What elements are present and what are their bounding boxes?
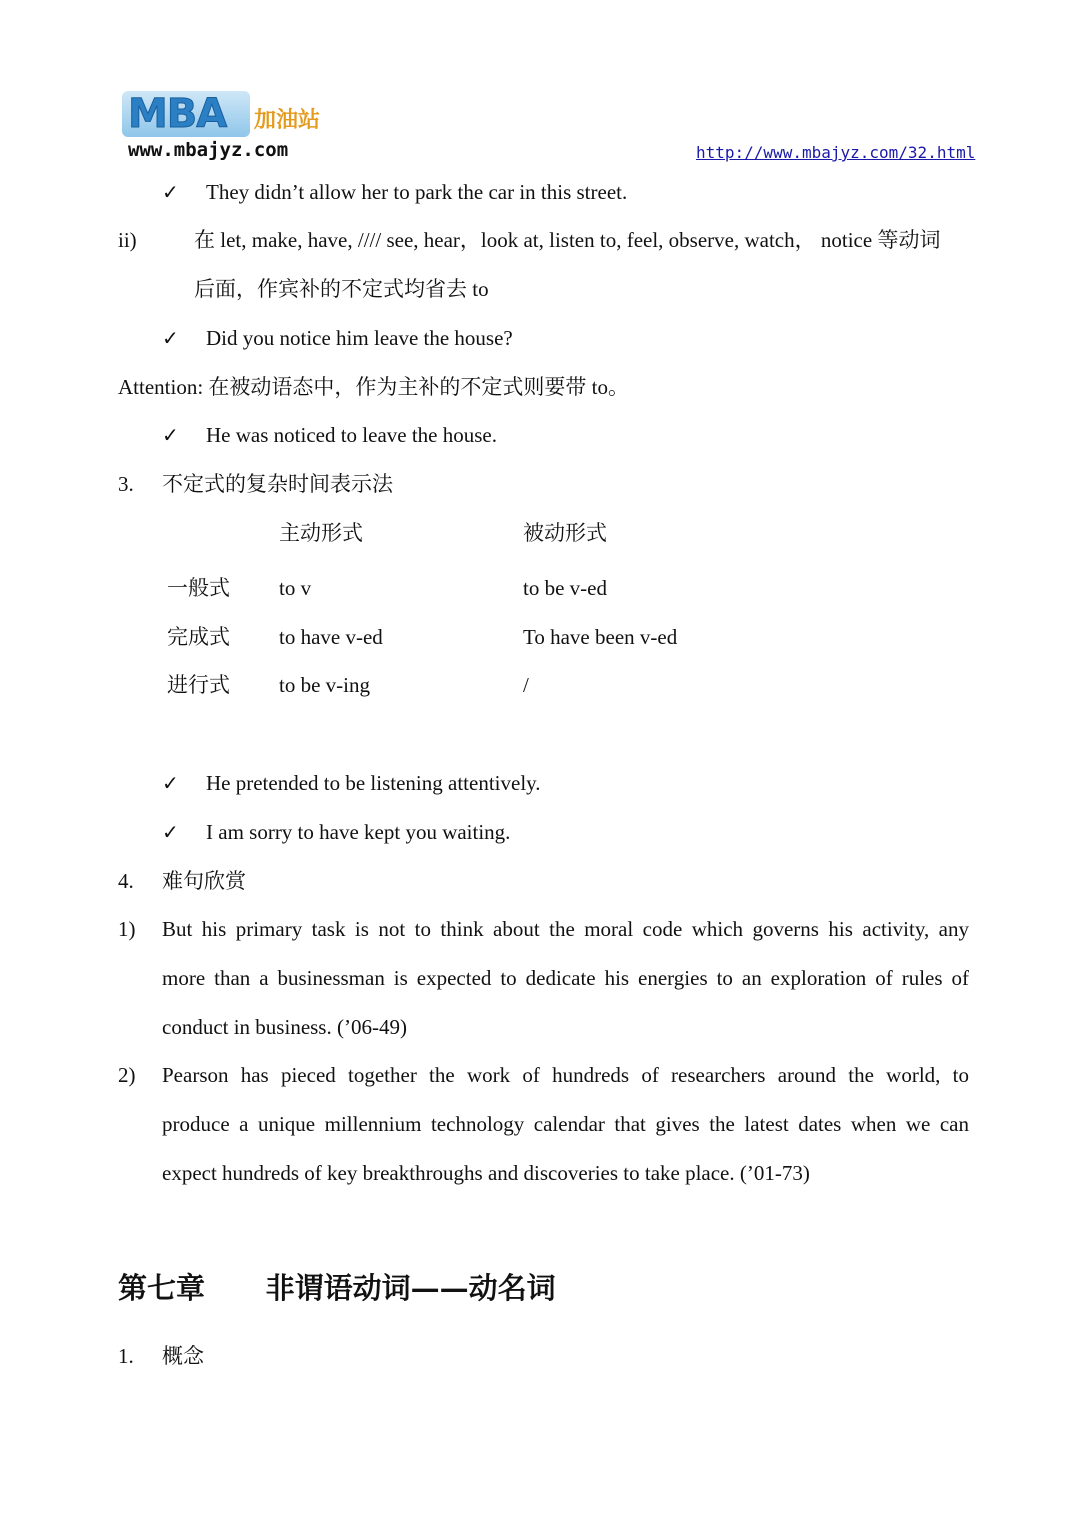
rule-text-line: 后面，作宾补的不定式均省去 to: [194, 277, 489, 301]
example-sentence: They didn’t allow her to park the car in this street.: [206, 180, 628, 204]
check-icon: ✓: [162, 180, 179, 204]
site-logo: [118, 89, 340, 163]
section-title: 不定式的复杂时间表示法: [162, 472, 393, 496]
table-cell-active: to v: [279, 576, 312, 600]
chapter-title: 第七章 非谓语动词——动名词: [118, 1271, 556, 1305]
example-sentence: I am sorry to have kept you waiting.: [206, 820, 511, 844]
table-row-label: 进行式: [167, 673, 230, 697]
sentence-line: But his primary task is not to think about the moral code which governs his activity, any: [162, 917, 969, 941]
sentence-line: produce a unique millennium technology calendar that gives the latest dates when we can: [162, 1112, 969, 1136]
table-cell-active: to be v-ing: [279, 673, 370, 697]
section-number: 4.: [118, 869, 134, 893]
rule-text-line: 在 let, make, have, //// see, hear，look at, listen to, feel, observe, watch， notice 等动词: [194, 228, 941, 252]
check-icon: ✓: [162, 423, 179, 447]
section-title: 概念: [162, 1344, 204, 1368]
table-cell-active: to have v-ed: [279, 625, 383, 649]
table-row-label: 完成式: [167, 625, 230, 649]
table-header-passive: 被动形式: [523, 521, 607, 545]
attention-note: Attention: 在被动语态中，作为主补的不定式则要带 to。: [118, 375, 629, 399]
section-number: 1.: [118, 1344, 134, 1368]
sentence-line: conduct in business. (’06-49): [162, 1015, 407, 1039]
logo-cn-text: 加油站: [254, 108, 321, 133]
check-icon: ✓: [162, 771, 179, 795]
list-marker: 1): [118, 917, 136, 941]
logo-url-text: www.mbajyz.com: [128, 139, 289, 161]
example-sentence: Did you notice him leave the house?: [206, 326, 513, 350]
example-sentence: He was noticed to leave the house.: [206, 423, 497, 447]
check-icon: ✓: [162, 326, 179, 350]
logo-mba-text: MBA: [128, 91, 227, 137]
example-sentence: He pretended to be listening attentively.: [206, 771, 541, 795]
list-marker: ii): [118, 228, 137, 252]
table-header-active: 主动形式: [279, 521, 363, 545]
table-cell-passive: To have been v-ed: [523, 625, 678, 649]
table-cell-passive: /: [523, 673, 529, 697]
sentence-line: expect hundreds of key breakthroughs and discoveries to take place. (’01-73): [162, 1161, 810, 1185]
table-cell-passive: to be v-ed: [523, 576, 607, 600]
table-row-label: 一般式: [167, 576, 230, 600]
section-number: 3.: [118, 472, 134, 496]
header-url-link[interactable]: http://www.mbajyz.com/32.html: [696, 143, 976, 162]
sentence-line: Pearson has pieced together the work of hundreds of researchers around the world, to: [162, 1063, 969, 1087]
section-title: 难句欣赏: [162, 869, 246, 893]
sentence-line: more than a businessman is expected to dedicate his energies to an exploration of rules of: [162, 966, 969, 990]
check-icon: ✓: [162, 820, 179, 844]
list-marker: 2): [118, 1063, 136, 1087]
